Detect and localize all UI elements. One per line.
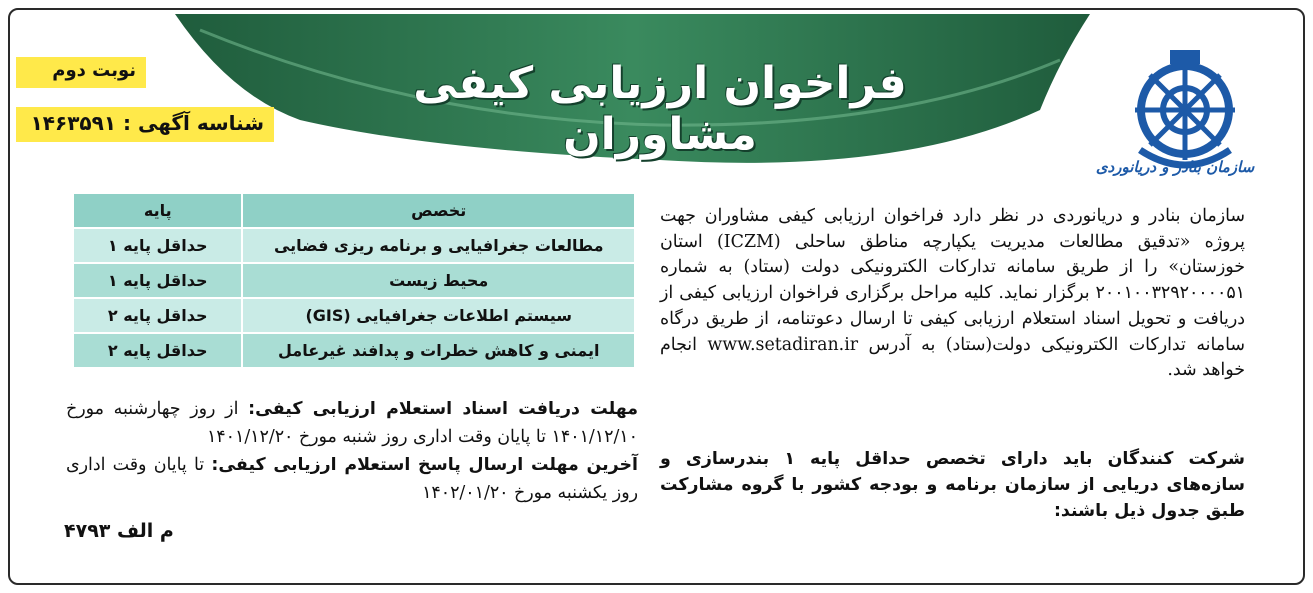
ad-id-badge: شناسه آگهی : ۱۴۶۳۵۹۱ <box>16 107 274 142</box>
header-specialty: تخصص <box>243 194 634 227</box>
receive-deadline-label: مهلت دریافت اسناد استعلام ارزیابی کیفی: <box>248 399 639 419</box>
table-row <box>74 264 634 297</box>
table-header-row <box>74 194 634 227</box>
submit-deadline-label: آخرین مهلت ارسال پاسخ استعلام ارزیابی کیفی: <box>211 455 638 475</box>
logo-caption: سازمان بنادر و دریانوردی <box>1095 158 1255 176</box>
cell-grade: حداقل پایه ۱ <box>74 264 241 297</box>
header-grade: پایه <box>74 194 241 227</box>
requirement-paragraph: شرکت کنندگان باید دارای تخصص حداقل پایه ۱ بندرسازی و سازه‌های دریایی از سازمان برنامه و بودجه کشور با گروه مشارکت طبق جدول ذیل باشند: <box>660 449 1245 521</box>
cell-specialty: محیط زیست <box>243 264 634 297</box>
table-row <box>74 299 634 332</box>
round-badge: نوبت دوم <box>16 57 146 88</box>
cell-specialty: ایمنی و کاهش خطرات و پدافند غیرعامل <box>243 334 634 367</box>
receive-deadline-text: از روز چهارشنبه مورخ ۱۴۰۱/۱۲/۱۰ تا پایان وقت اداری روز شنبه مورخ ۱۴۰۱/۱۲/۲۰ <box>66 399 638 447</box>
cell-grade: حداقل پایه ۱ <box>74 229 241 262</box>
intro-paragraph: سازمان بنادر و دریانوردی در نظر دارد فراخوان ارزیابی کیفی مشاوران جهت پروژه «تدقیق مطالعات مدیریت یکپارچه مناطق ساحلی (ICZM) استان خوزستان» را از طریق سامانه تدارکات الکترونیکی دولت (ستاد) به شماره ۲۰۰۱۰۰۳۲۹۲۰۰۰۰۵۱ برگزار نماید. کلیه مراحل برگزاری فراخوان ارزیابی کیفی از دریافت و تحویل اسناد استعلام ارزیابی کیفی تا ارسال دعوتنامه، از طریق درگاه سامانه تدارکات الکترونیکی دولت(ستاد) به آدرس www.setadiran.ir انجام خواهد شد. <box>660 206 1245 381</box>
notice-title: فراخوان ارزیابی کیفی مشاوران <box>413 58 907 160</box>
cell-specialty: مطالعات جغرافیایی و برنامه ریزی فضایی <box>243 229 634 262</box>
ad-code: م الف ۴۷۹۳ <box>64 520 174 542</box>
table-row <box>74 229 634 262</box>
deadlines-section <box>66 395 638 507</box>
cell-specialty: سیستم اطلاعات جغرافیایی (GIS) <box>243 299 634 332</box>
table-row <box>74 334 634 367</box>
cell-grade: حداقل پایه ۲ <box>74 299 241 332</box>
specialty-table <box>72 192 636 369</box>
submit-deadline-text: تا پایان وقت اداری روز یکشنبه مورخ ۱۴۰۲/۰۱/۲۰ <box>66 455 638 503</box>
cell-grade: حداقل پایه ۲ <box>74 334 241 367</box>
